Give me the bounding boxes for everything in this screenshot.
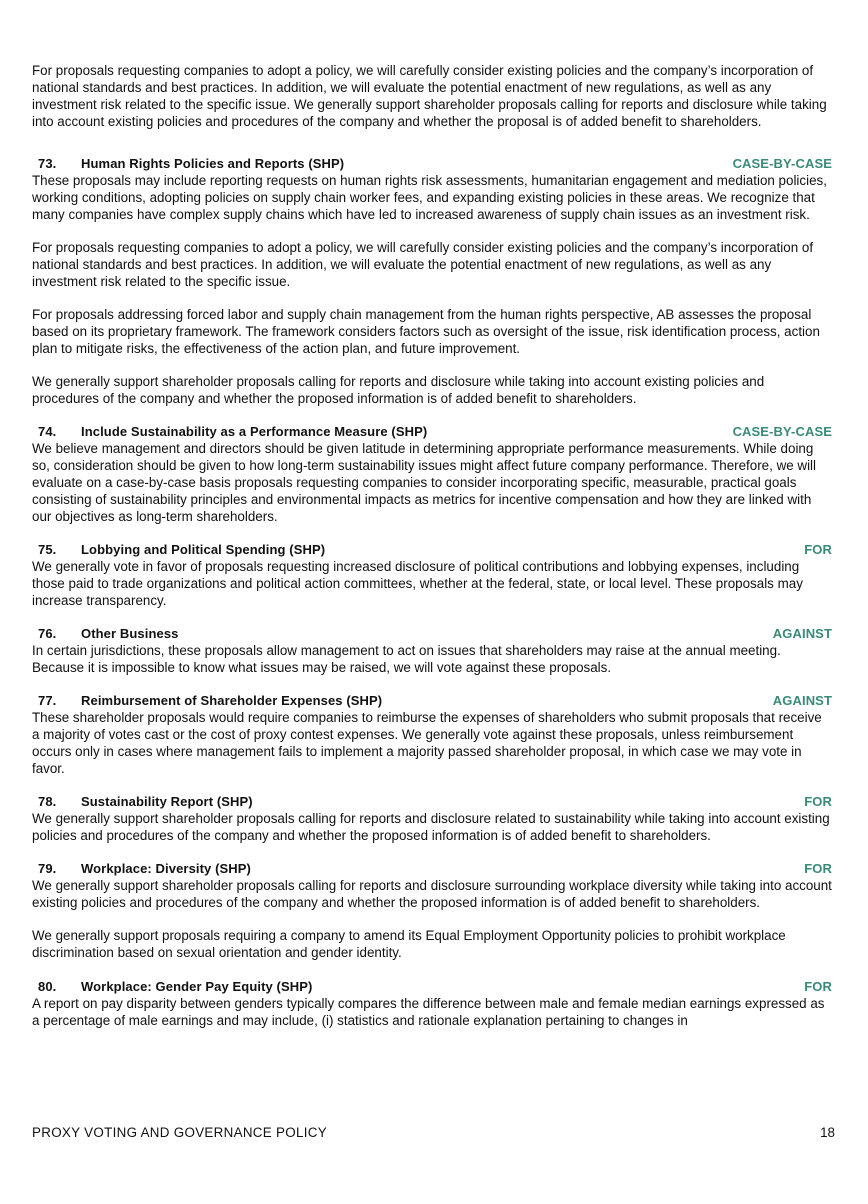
section-paragraph: These proposals may include reporting requests on human rights risk assessments, humanitarian engagement and mediation policies, working conditions, adopting policies on supply chain worker fees, and expanding existing policies in these areas. We recognize that many companies have complex supply chains which have led to increased awareness of supply chain issues as an investment risk. [32,173,827,222]
section-heading [32,423,832,440]
section-paragraph: We generally vote in favor of proposals requesting increased disclosure of political contributions and lobbying expenses, including those paid to trade organizations and political action committees, whether at the federal, state, or local level. These proposals may increase transparency. [32,559,803,608]
section-recommendation: FOR [804,542,832,557]
section-body [32,558,832,609]
section-title: Human Rights Policies and Reports (SHP) [81,156,345,171]
section-title: Lobbying and Political Spending (SHP) [81,542,326,557]
section-recommendation: CASE-BY-CASE [732,424,832,439]
section-body [32,709,832,777]
section-title: Reimbursement of Shareholder Expenses (SHP) [81,693,383,708]
section-heading [32,692,832,709]
policy-section [32,793,832,844]
section-heading [32,978,832,995]
section-body [32,642,832,676]
footer-title: PROXY VOTING AND GOVERNANCE POLICY [32,1125,327,1140]
section-number: 75. [38,542,57,557]
policy-section [32,155,832,407]
section-paragraph: A report on pay disparity between genders typically compares the difference between male and female median earnings expressed as a percentage of male earnings and may include, (i) statistics and rationale explanation pertaining to changes in [32,996,825,1028]
section-heading [32,625,832,642]
section-paragraph: In certain jurisdictions, these proposals allow management to act on issues that shareholders may raise at the annual meeting. Because it is impossible to know what issues may be raised, we will vote against these proposals. [32,643,781,675]
section-paragraph: We generally support shareholder proposals calling for reports and disclosure surrounding workplace diversity while taking into account existing policies and procedures of the company and whether the proposed information is of added benefit to shareholders. [32,878,832,910]
section-title: Other Business [81,626,179,641]
section-number: 73. [38,156,57,171]
policy-section [32,541,832,609]
section-paragraph: We generally support proposals requiring a company to amend its Equal Employment Opportunity policies to prohibit workplace discrimination based on sexual orientation and gender identity. [32,928,786,960]
section-recommendation: FOR [804,979,832,994]
section-recommendation: AGAINST [772,693,832,708]
section-body [32,877,832,961]
section-recommendation: FOR [804,794,832,809]
section-paragraph: For proposals addressing forced labor and supply chain management from the human rights perspective, AB assesses the proposal based on its proprietary framework. The framework considers factors such as oversight of the issue, risk identification process, action plan to mitigate risks, the effectiveness of the action plan, and future improvement. [32,307,820,356]
section-paragraph: We generally support shareholder proposals calling for reports and disclosure while taking into account existing policies and procedures of the company and whether the proposed information is of added benefit to shareholders. [32,374,765,406]
section-number: 77. [38,693,57,708]
section-recommendation: AGAINST [772,626,832,641]
section-number: 76. [38,626,57,641]
section-paragraph: For proposals requesting companies to adopt a policy, we will carefully consider existing policies and the company’s incorporation of national standards and best practices. In addition, we will evaluate the potential enactment of new regulations, as well as any investment risk related to the specific issue. [32,240,814,289]
policy-section [32,978,832,1029]
section-number: 79. [38,861,57,876]
section-recommendation: FOR [804,861,832,876]
section-title: Sustainability Report (SHP) [81,794,253,809]
sections-container [32,155,832,1029]
policy-section [32,625,832,676]
section-heading [32,860,832,877]
section-body [32,995,832,1029]
section-body [32,172,832,407]
page-number: 18 [820,1125,835,1140]
section-heading [32,155,832,172]
section-paragraph: We generally support shareholder proposals calling for reports and disclosure related to sustainability while taking into account existing policies and procedures of the company and whether the proposed information is of added benefit to shareholders. [32,811,830,843]
section-title: Workplace: Diversity (SHP) [81,861,251,876]
section-recommendation: CASE-BY-CASE [732,156,832,171]
section-heading [32,541,832,558]
policy-section [32,692,832,777]
section-number: 80. [38,979,57,994]
section-body [32,810,832,844]
page-content [32,62,832,1045]
section-paragraph: We believe management and directors should be given latitude in determining appropriate performance measurements. While doing so, consideration should be given to how long-term sustainability issues might affect future company performance. Therefore, we will evaluate on a case-by-case basis proposals requesting companies to consider incorporating specific, measurable, practical goals consisting of sustainability principles and environmental impacts as metrics for incentive compensation and how they are linked with our objectives as long-term shareholders. [32,441,816,524]
section-number: 74. [38,424,57,439]
policy-section [32,423,832,525]
section-title: Include Sustainability as a Performance Measure (SHP) [81,424,428,439]
section-heading [32,793,832,810]
section-paragraph: These shareholder proposals would require companies to reimburse the expenses of shareholders who submit proposals that receive a majority of votes cast or the cost of proxy contest expenses. We generally vote against these proposals, unless reimbursement occurs only in cases where management fails to implement a majority passed shareholder proposal, in which case we may vote in favor. [32,710,822,776]
section-body [32,440,832,525]
intro-paragraph: For proposals requesting companies to adopt a policy, we will carefully consider existing policies and the company’s incorporation of national standards and best practices. In addition, we will evaluate the potential enactment of new regulations, as well as any investment risk related to the specific issue. We generally support shareholder proposals calling for reports and disclosure while taking into account existing policies and procedures of the company and whether the proposal is of added benefit to shareholders. [32,63,827,129]
section-number: 78. [38,794,57,809]
policy-section [32,860,832,961]
section-title: Workplace: Gender Pay Equity (SHP) [81,979,313,994]
